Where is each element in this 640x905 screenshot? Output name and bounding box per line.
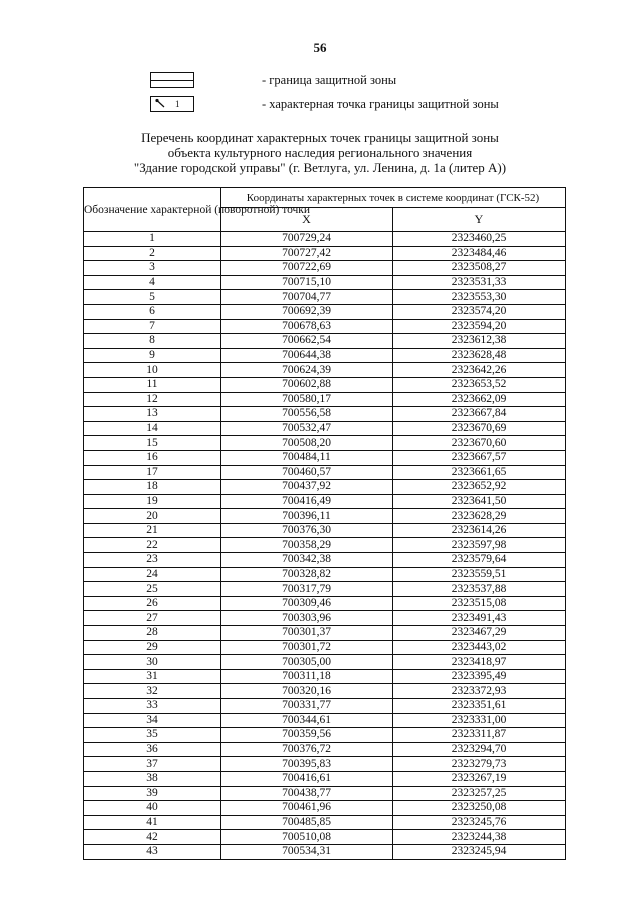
point-number-cell: 9 bbox=[84, 348, 221, 363]
table-row bbox=[84, 290, 566, 305]
table-row bbox=[84, 626, 566, 641]
point-number-cell: 4 bbox=[84, 275, 221, 290]
y-coordinate-cell: 2323395,49 bbox=[393, 669, 566, 684]
table-row bbox=[84, 596, 566, 611]
table-row bbox=[84, 392, 566, 407]
x-coordinate-cell: 700510,08 bbox=[221, 830, 393, 845]
x-coordinate-cell: 700320,16 bbox=[221, 684, 393, 699]
header-y: Y bbox=[393, 208, 566, 232]
table-row bbox=[84, 436, 566, 451]
x-coordinate-cell: 700301,72 bbox=[221, 640, 393, 655]
x-coordinate-cell: 700556,58 bbox=[221, 407, 393, 422]
table-row bbox=[84, 611, 566, 626]
point-number-cell: 38 bbox=[84, 771, 221, 786]
point-number-cell: 5 bbox=[84, 290, 221, 305]
x-coordinate-cell: 700704,77 bbox=[221, 290, 393, 305]
x-coordinate-cell: 700342,38 bbox=[221, 553, 393, 568]
y-coordinate-cell: 2323612,38 bbox=[393, 334, 566, 349]
y-coordinate-cell: 2323372,93 bbox=[393, 684, 566, 699]
x-coordinate-cell: 700309,46 bbox=[221, 596, 393, 611]
point-number-cell: 36 bbox=[84, 742, 221, 757]
point-number-cell: 20 bbox=[84, 509, 221, 524]
coordinates-table bbox=[83, 187, 566, 860]
y-coordinate-cell: 2323244,38 bbox=[393, 830, 566, 845]
x-coordinate-cell: 700328,82 bbox=[221, 567, 393, 582]
table-row bbox=[84, 261, 566, 276]
page-number: 56 bbox=[313, 40, 327, 55]
table-row bbox=[84, 757, 566, 772]
x-coordinate-cell: 700311,18 bbox=[221, 669, 393, 684]
point-number-cell: 29 bbox=[84, 640, 221, 655]
table-row bbox=[84, 801, 566, 816]
x-coordinate-cell: 700624,39 bbox=[221, 363, 393, 378]
x-coordinate-cell: 700437,92 bbox=[221, 480, 393, 495]
y-coordinate-cell: 2323537,88 bbox=[393, 582, 566, 597]
table-row bbox=[84, 640, 566, 655]
y-coordinate-cell: 2323515,08 bbox=[393, 596, 566, 611]
point-number-cell: 8 bbox=[84, 334, 221, 349]
table-row bbox=[84, 319, 566, 334]
table-row bbox=[84, 684, 566, 699]
y-coordinate-cell: 2323351,61 bbox=[393, 699, 566, 714]
y-coordinate-cell: 2323245,76 bbox=[393, 815, 566, 830]
y-coordinate-cell: 2323670,60 bbox=[393, 436, 566, 451]
y-coordinate-cell: 2323267,19 bbox=[393, 771, 566, 786]
x-coordinate-cell: 700317,79 bbox=[221, 582, 393, 597]
y-coordinate-cell: 2323443,02 bbox=[393, 640, 566, 655]
point-number-cell: 34 bbox=[84, 713, 221, 728]
table-row bbox=[84, 480, 566, 495]
point-number-cell: 32 bbox=[84, 684, 221, 699]
table-row bbox=[84, 494, 566, 509]
table-row bbox=[84, 523, 566, 538]
y-coordinate-cell: 2323641,50 bbox=[393, 494, 566, 509]
x-coordinate-cell: 700331,77 bbox=[221, 699, 393, 714]
table-row bbox=[84, 334, 566, 349]
table-row bbox=[84, 815, 566, 830]
point-number-cell: 27 bbox=[84, 611, 221, 626]
point-number-cell: 16 bbox=[84, 450, 221, 465]
legend-point-label: - характерная точка границы защитной зоны bbox=[262, 96, 499, 111]
point-number-cell: 37 bbox=[84, 757, 221, 772]
table-row bbox=[84, 582, 566, 597]
y-coordinate-cell: 2323467,29 bbox=[393, 626, 566, 641]
point-number-cell: 17 bbox=[84, 465, 221, 480]
table-row bbox=[84, 655, 566, 670]
title-line-3: "Здание городской управы" (г. Ветлуга, ул. Ленина, д. 1а (литер А)) bbox=[133, 160, 507, 175]
table-row bbox=[84, 844, 566, 859]
point-number-cell: 42 bbox=[84, 830, 221, 845]
point-number-cell: 7 bbox=[84, 319, 221, 334]
y-coordinate-cell: 2323579,64 bbox=[393, 553, 566, 568]
point-number-cell: 33 bbox=[84, 699, 221, 714]
table-row bbox=[84, 377, 566, 392]
x-coordinate-cell: 700534,31 bbox=[221, 844, 393, 859]
table-row bbox=[84, 421, 566, 436]
x-coordinate-cell: 700532,47 bbox=[221, 421, 393, 436]
x-coordinate-cell: 700729,24 bbox=[221, 232, 393, 247]
point-number-cell: 10 bbox=[84, 363, 221, 378]
y-coordinate-cell: 2323250,08 bbox=[393, 801, 566, 816]
y-coordinate-cell: 2323294,70 bbox=[393, 742, 566, 757]
point-number-cell: 23 bbox=[84, 553, 221, 568]
table-row bbox=[84, 465, 566, 480]
x-coordinate-cell: 700359,56 bbox=[221, 728, 393, 743]
table-row bbox=[84, 786, 566, 801]
point-number-cell: 41 bbox=[84, 815, 221, 830]
x-coordinate-cell: 700485,85 bbox=[221, 815, 393, 830]
x-coordinate-cell: 700722,69 bbox=[221, 261, 393, 276]
y-coordinate-cell: 2323653,52 bbox=[393, 377, 566, 392]
x-coordinate-cell: 700301,37 bbox=[221, 626, 393, 641]
y-coordinate-cell: 2323279,73 bbox=[393, 757, 566, 772]
legend-point bbox=[150, 94, 499, 114]
x-coordinate-cell: 700678,63 bbox=[221, 319, 393, 334]
table-row bbox=[84, 553, 566, 568]
x-coordinate-cell: 700580,17 bbox=[221, 392, 393, 407]
x-coordinate-cell: 700662,54 bbox=[221, 334, 393, 349]
point-number-cell: 40 bbox=[84, 801, 221, 816]
document-title bbox=[0, 130, 640, 175]
table-row bbox=[84, 771, 566, 786]
table-row bbox=[84, 509, 566, 524]
table-row bbox=[84, 713, 566, 728]
boundary-line-icon bbox=[150, 72, 194, 88]
x-coordinate-cell: 700395,83 bbox=[221, 757, 393, 772]
table-row bbox=[84, 363, 566, 378]
y-coordinate-cell: 2323662,09 bbox=[393, 392, 566, 407]
x-coordinate-cell: 700460,57 bbox=[221, 465, 393, 480]
table-row bbox=[84, 538, 566, 553]
point-number-cell: 39 bbox=[84, 786, 221, 801]
x-coordinate-cell: 700305,00 bbox=[221, 655, 393, 670]
x-coordinate-cell: 700396,11 bbox=[221, 509, 393, 524]
y-coordinate-cell: 2323642,26 bbox=[393, 363, 566, 378]
y-coordinate-cell: 2323484,46 bbox=[393, 246, 566, 261]
point-number-cell: 26 bbox=[84, 596, 221, 611]
table-row bbox=[84, 699, 566, 714]
point-number-cell: 43 bbox=[84, 844, 221, 859]
table-row bbox=[84, 348, 566, 363]
table-row bbox=[84, 232, 566, 247]
y-coordinate-cell: 2323614,26 bbox=[393, 523, 566, 538]
x-coordinate-cell: 700715,10 bbox=[221, 275, 393, 290]
point-number-cell: 31 bbox=[84, 669, 221, 684]
point-number-cell: 30 bbox=[84, 655, 221, 670]
point-symbol-number: 1 bbox=[175, 99, 180, 109]
y-coordinate-cell: 2323311,87 bbox=[393, 728, 566, 743]
point-number-cell: 6 bbox=[84, 304, 221, 319]
x-coordinate-cell: 700416,49 bbox=[221, 494, 393, 509]
point-number-cell: 2 bbox=[84, 246, 221, 261]
title-line-1: Перечень координат характерных точек границы защитной зоны bbox=[141, 130, 499, 145]
y-coordinate-cell: 2323418,97 bbox=[393, 655, 566, 670]
y-coordinate-cell: 2323574,20 bbox=[393, 304, 566, 319]
x-coordinate-cell: 700376,72 bbox=[221, 742, 393, 757]
y-coordinate-cell: 2323667,57 bbox=[393, 450, 566, 465]
point-number-cell: 24 bbox=[84, 567, 221, 582]
table-row bbox=[84, 407, 566, 422]
header-coordinate-system: Координаты характерных точек в системе координат (ГСК-52) bbox=[221, 188, 566, 208]
boundary-point-icon bbox=[150, 96, 194, 112]
title-line-2: объекта культурного наследия регионального значения bbox=[167, 145, 473, 160]
point-number-cell: 14 bbox=[84, 421, 221, 436]
y-coordinate-cell: 2323508,27 bbox=[393, 261, 566, 276]
table-row bbox=[84, 246, 566, 261]
point-number-cell: 25 bbox=[84, 582, 221, 597]
y-coordinate-cell: 2323670,69 bbox=[393, 421, 566, 436]
point-number-cell: 12 bbox=[84, 392, 221, 407]
point-number-cell: 15 bbox=[84, 436, 221, 451]
x-coordinate-cell: 700416,61 bbox=[221, 771, 393, 786]
y-coordinate-cell: 2323257,25 bbox=[393, 786, 566, 801]
x-coordinate-cell: 700303,96 bbox=[221, 611, 393, 626]
y-coordinate-cell: 2323460,25 bbox=[393, 232, 566, 247]
header-x: X bbox=[221, 208, 393, 232]
y-coordinate-cell: 2323667,84 bbox=[393, 407, 566, 422]
point-number-cell: 11 bbox=[84, 377, 221, 392]
table-row bbox=[84, 304, 566, 319]
y-coordinate-cell: 2323491,43 bbox=[393, 611, 566, 626]
x-coordinate-cell: 700644,38 bbox=[221, 348, 393, 363]
point-number-cell: 21 bbox=[84, 523, 221, 538]
y-coordinate-cell: 2323331,00 bbox=[393, 713, 566, 728]
legend-boundary-label: - граница защитной зоны bbox=[262, 72, 397, 87]
point-number-cell: 1 bbox=[84, 232, 221, 247]
x-coordinate-cell: 700358,29 bbox=[221, 538, 393, 553]
point-number-cell: 13 bbox=[84, 407, 221, 422]
y-coordinate-cell: 2323559,51 bbox=[393, 567, 566, 582]
x-coordinate-cell: 700508,20 bbox=[221, 436, 393, 451]
point-number-cell: 28 bbox=[84, 626, 221, 641]
y-coordinate-cell: 2323628,29 bbox=[393, 509, 566, 524]
y-coordinate-cell: 2323594,20 bbox=[393, 319, 566, 334]
table-row bbox=[84, 275, 566, 290]
point-number-cell: 22 bbox=[84, 538, 221, 553]
y-coordinate-cell: 2323597,98 bbox=[393, 538, 566, 553]
point-number-cell: 18 bbox=[84, 480, 221, 495]
point-number-cell: 19 bbox=[84, 494, 221, 509]
table-row bbox=[84, 669, 566, 684]
x-coordinate-cell: 700461,96 bbox=[221, 801, 393, 816]
y-coordinate-cell: 2323661,65 bbox=[393, 465, 566, 480]
y-coordinate-cell: 2323652,92 bbox=[393, 480, 566, 495]
legend-boundary bbox=[150, 70, 397, 90]
x-coordinate-cell: 700602,88 bbox=[221, 377, 393, 392]
x-coordinate-cell: 700727,42 bbox=[221, 246, 393, 261]
x-coordinate-cell: 700376,30 bbox=[221, 523, 393, 538]
y-coordinate-cell: 2323531,33 bbox=[393, 275, 566, 290]
header-point-designation: Обозначение характерной (поворотной) точки bbox=[84, 188, 221, 232]
point-number-cell: 35 bbox=[84, 728, 221, 743]
table-row bbox=[84, 728, 566, 743]
table-row bbox=[84, 567, 566, 582]
table-row bbox=[84, 830, 566, 845]
point-number-cell: 3 bbox=[84, 261, 221, 276]
x-coordinate-cell: 700344,61 bbox=[221, 713, 393, 728]
y-coordinate-cell: 2323553,30 bbox=[393, 290, 566, 305]
coordinates-table-body bbox=[84, 232, 566, 860]
table-row bbox=[84, 450, 566, 465]
y-coordinate-cell: 2323245,94 bbox=[393, 844, 566, 859]
x-coordinate-cell: 700438,77 bbox=[221, 786, 393, 801]
x-coordinate-cell: 700484,11 bbox=[221, 450, 393, 465]
table-row bbox=[84, 742, 566, 757]
y-coordinate-cell: 2323628,48 bbox=[393, 348, 566, 363]
x-coordinate-cell: 700692,39 bbox=[221, 304, 393, 319]
